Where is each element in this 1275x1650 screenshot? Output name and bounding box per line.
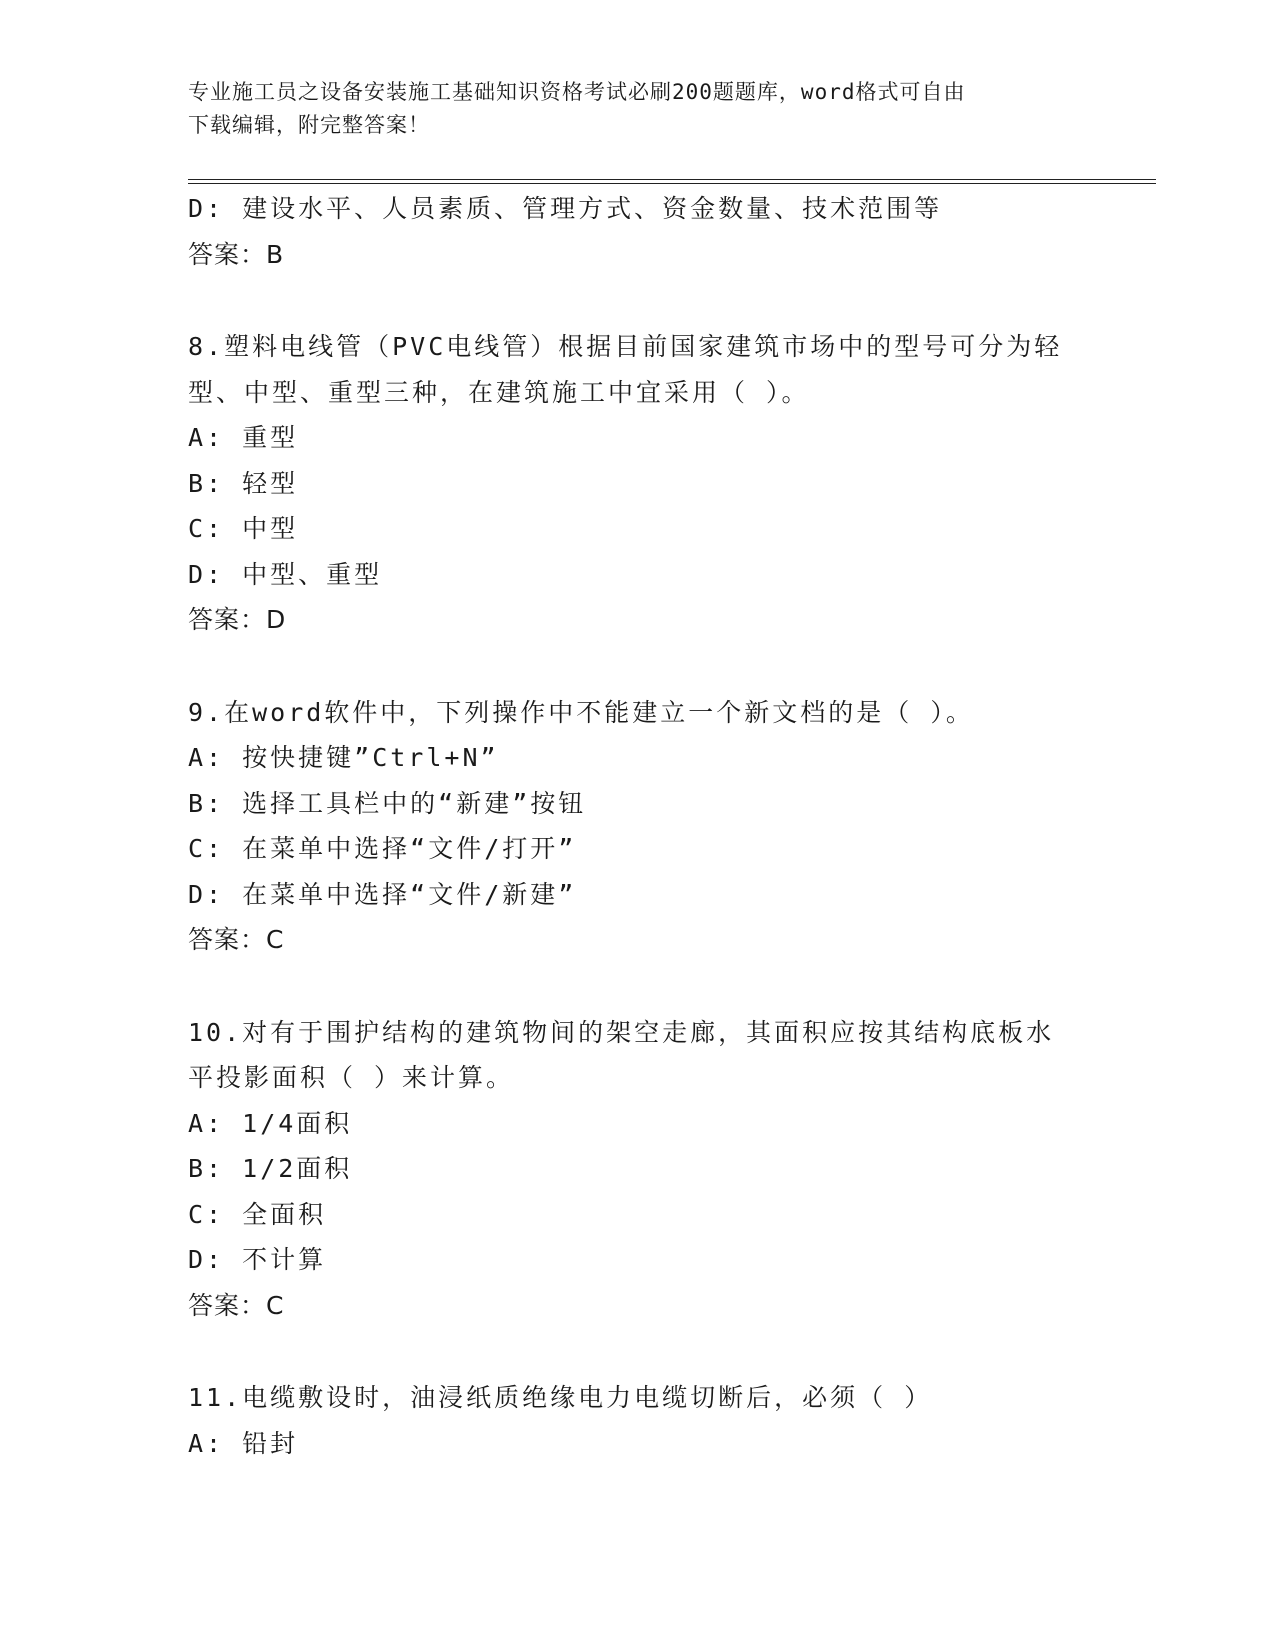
question-9 (188, 690, 1088, 963)
option-b: B: 轻型 (188, 468, 299, 498)
option-d: D: 建设水平、人员素质、管理方式、资金数量、技术范围等 (188, 194, 943, 223)
question-stem-continued: 平投影面积（ ）来计算。 (188, 1063, 515, 1092)
option-c: C: 在菜单中选择“文件/打开” (188, 834, 577, 863)
header-line-1: 专业施工员之设备安装施工基础知识资格考试必刷200题题库，word格式可自由 (188, 80, 966, 104)
option-b: B: 选择工具栏中的“新建”按钮 (188, 788, 587, 818)
spacer (188, 643, 1088, 690)
question-content (188, 186, 1088, 1466)
answer-line: 答案：C (188, 1290, 285, 1320)
answer-line: 答案：B (188, 239, 285, 269)
option-a: A: 1/4面积 (188, 1108, 353, 1138)
question-10 (188, 1010, 1088, 1329)
question-stem-continued: 型、中型、重型三种，在建筑施工中宜采用（ ）。 (188, 377, 810, 407)
option-d: D: 中型、重型 (188, 559, 383, 589)
option-c: C: 全面积 (188, 1199, 327, 1229)
document-header (188, 76, 1088, 142)
answer-line: 答案：C (188, 925, 285, 954)
option-d: D: 不计算 (188, 1245, 327, 1274)
option-a: A: 铅封 (188, 1428, 299, 1458)
spacer (188, 277, 1088, 324)
option-a: A: 按快捷键”Ctrl+N” (188, 743, 499, 772)
header-divider-bottom (188, 183, 1156, 184)
option-b: B: 1/2面积 (188, 1154, 353, 1183)
option-d: D: 在菜单中选择“文件/新建” (188, 879, 577, 909)
answer-line: 答案：D (188, 605, 287, 634)
header-divider-top (188, 179, 1156, 180)
question-stem: 11.电缆敷设时，油浸纸质绝缘电力电缆切断后，必须（ ） (188, 1383, 933, 1412)
spacer (188, 963, 1088, 1010)
question-11 (188, 1375, 1088, 1466)
option-a: A: 重型 (188, 423, 299, 452)
option-c: C: 中型 (188, 514, 299, 543)
spacer (188, 1328, 1088, 1375)
header-line-2: 下载编辑，附完整答案！ (188, 113, 430, 137)
question-stem: 8.塑料电线管（PVC电线管）根据目前国家建筑市场中的型号可分为轻 (188, 332, 1063, 361)
question-8 (188, 324, 1088, 643)
question-stem: 9.在word软件中，下列操作中不能建立一个新文档的是（ ）。 (188, 697, 974, 727)
question-stem: 10.对有于围护结构的建筑物间的架空走廊，其面积应按其结构底板水 (188, 1017, 1055, 1047)
